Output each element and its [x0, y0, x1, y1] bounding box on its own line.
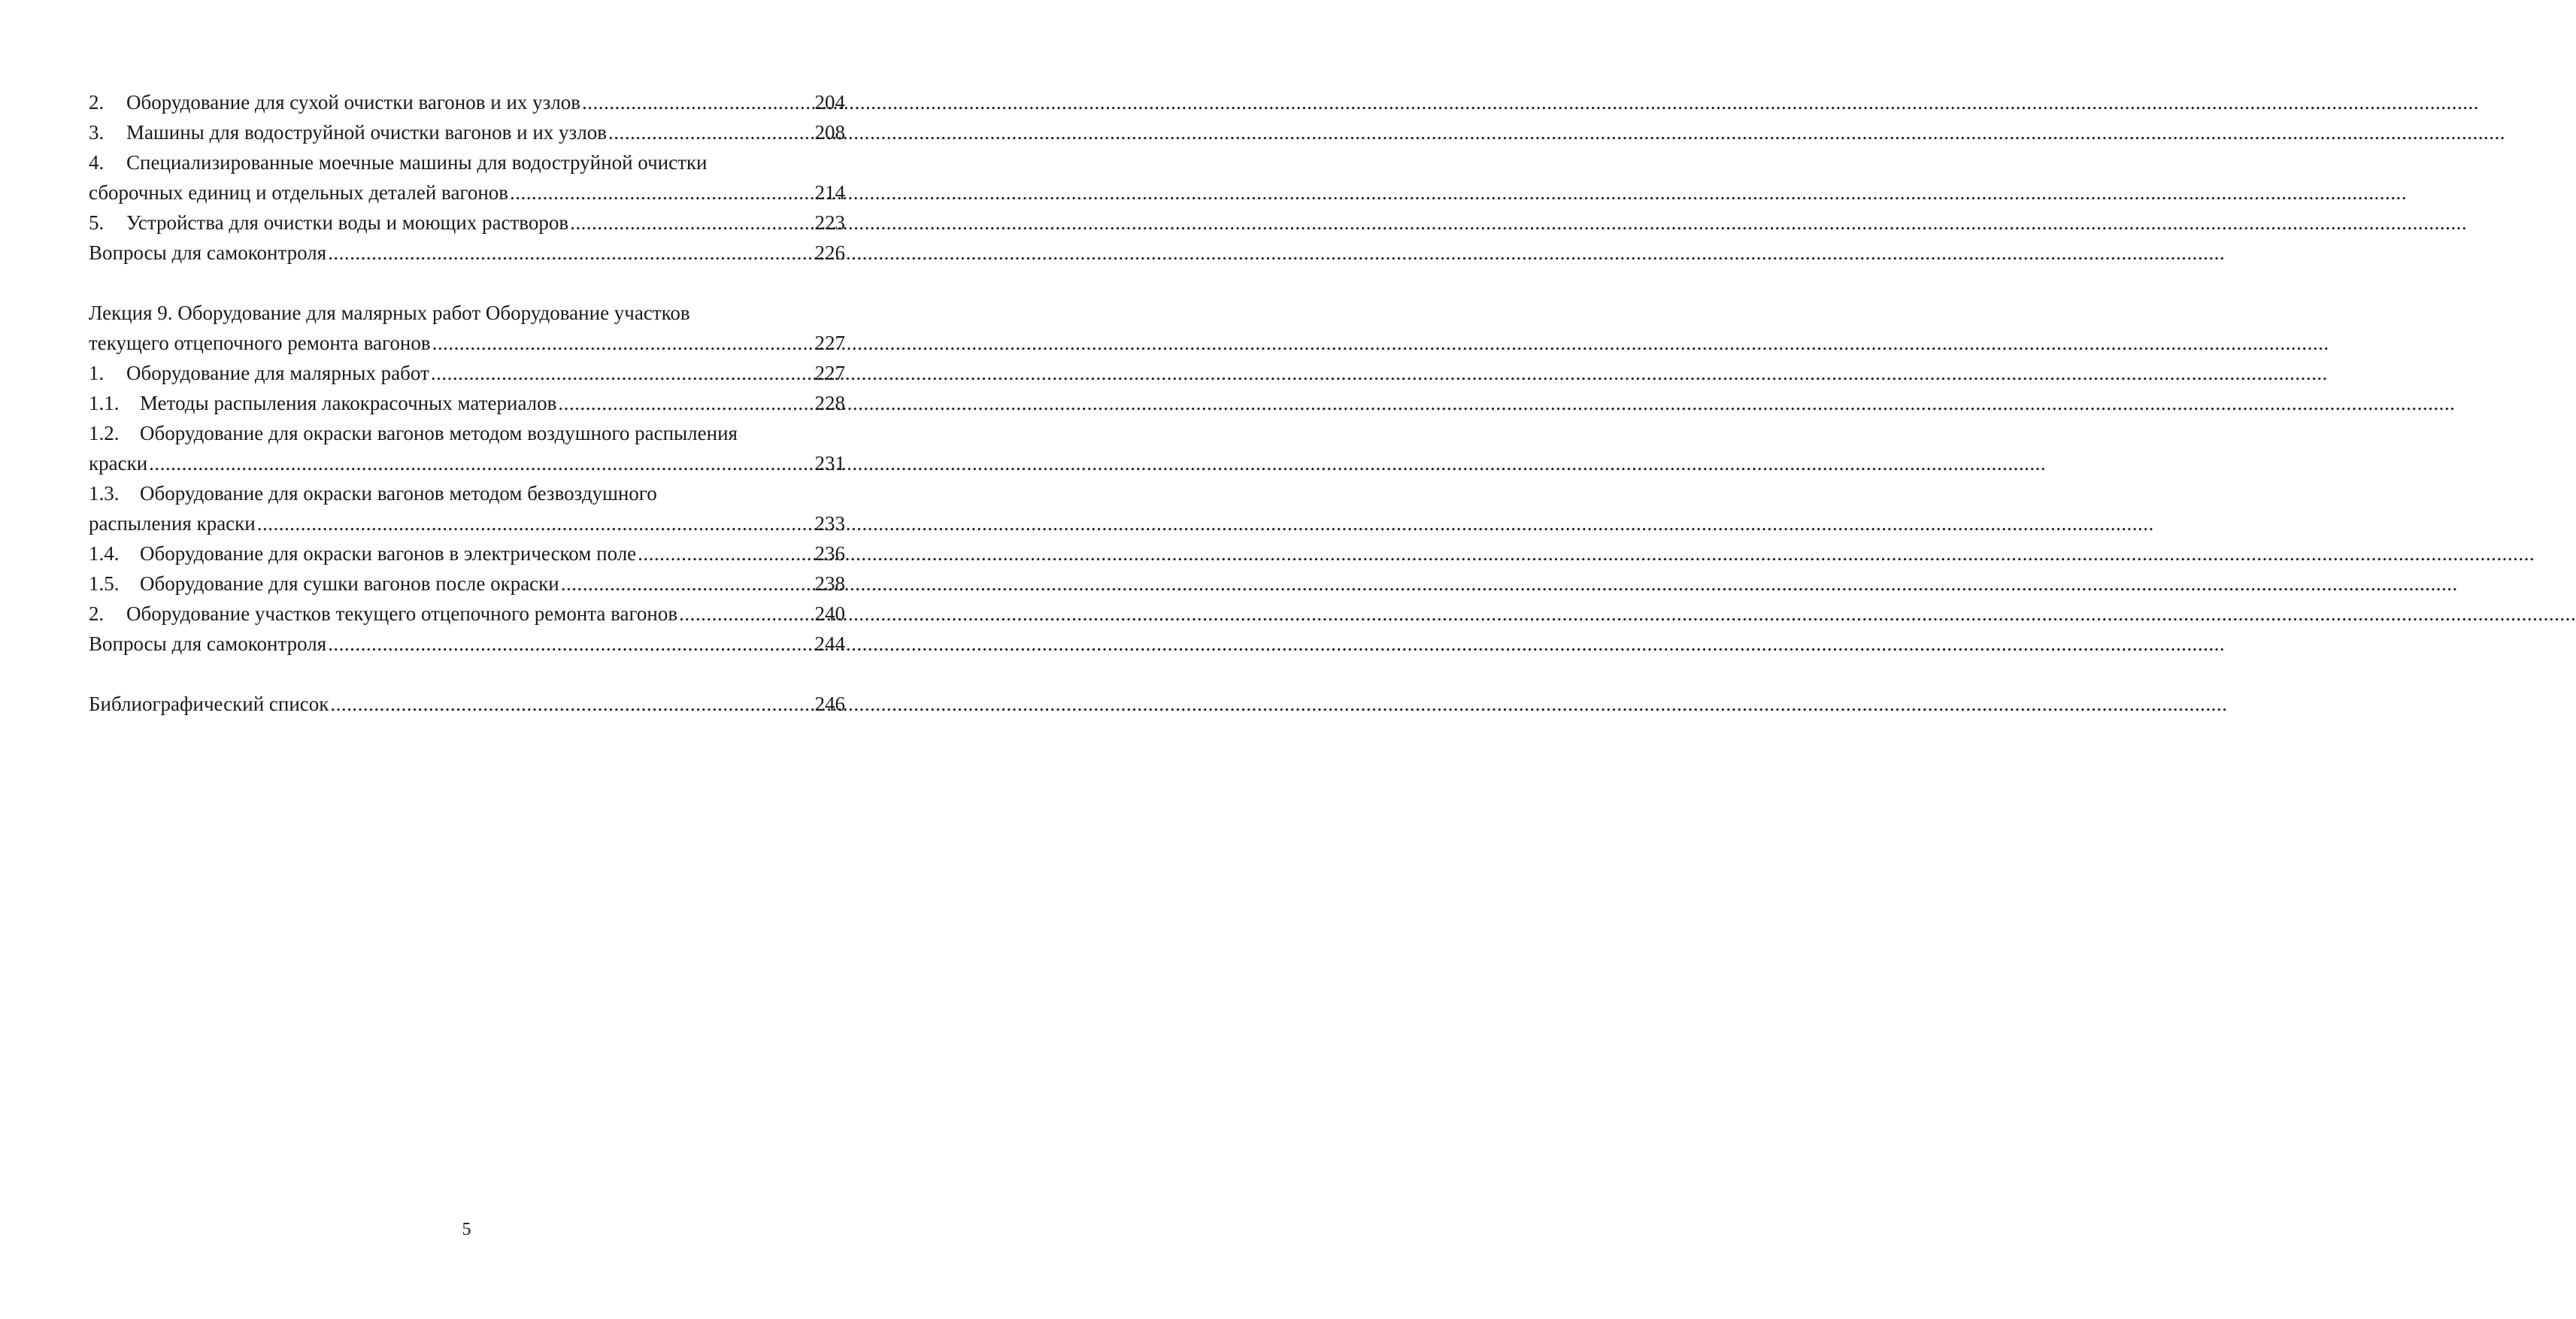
dot-leader — [432, 328, 814, 358]
toc-entry-page: 226 — [814, 241, 845, 264]
toc-entry[interactable] — [89, 358, 845, 388]
toc-entry-title: Методы распыления лакокрасочных материалов — [140, 392, 557, 414]
toc-entry-title: Вопросы для самоконтроля — [89, 241, 327, 264]
dot-leader — [608, 117, 814, 147]
toc-entry[interactable] — [89, 238, 845, 268]
dot-leader — [510, 177, 813, 208]
lecture-title-continued: текущего отцепочного ремонта вагонов — [89, 332, 431, 354]
toc-entry-number: 2. — [89, 602, 105, 625]
dot-leader — [328, 238, 813, 268]
toc-entry-page: 227 — [814, 332, 845, 354]
dot-leader — [328, 629, 813, 659]
toc-subentry[interactable] — [89, 538, 845, 569]
toc-subentry[interactable] — [89, 388, 845, 418]
dot-leader — [582, 87, 813, 117]
toc-entry-title: Библиографический список — [89, 693, 329, 715]
toc-entry-title: Специализированные моечные машины для водоструйной очистки — [126, 151, 708, 174]
toc-entry-page: 238 — [814, 572, 845, 595]
toc-entry-page: 244 — [814, 632, 845, 655]
toc-entry-page: 233 — [814, 512, 845, 535]
toc-entry-title: Машины для водоструйной очистки вагонов и их узлов — [126, 121, 607, 144]
toc-subentry[interactable] — [89, 418, 845, 448]
dot-leader — [570, 208, 813, 238]
toc-entry-number: 2. — [89, 91, 105, 114]
toc-entry-number: 1.3. — [89, 482, 120, 505]
toc-entry[interactable] — [89, 87, 845, 117]
toc-entry-title-continued: краски — [89, 452, 148, 475]
toc-entry-number: 5. — [89, 211, 105, 234]
toc-entry-number: 1.1. — [89, 392, 120, 414]
toc-entry-number: 3. — [89, 121, 105, 144]
toc-entry-title: Оборудование для малярных работ — [126, 362, 429, 384]
toc-lecture-heading[interactable] — [89, 298, 845, 328]
toc-subentry-continuation[interactable] — [89, 508, 845, 538]
toc-entry-page: 246 — [814, 693, 845, 715]
toc-subentry[interactable] — [89, 478, 845, 508]
dot-leader — [149, 448, 813, 478]
toc-lecture-heading-continuation[interactable] — [89, 328, 845, 358]
dot-leader — [431, 358, 814, 388]
toc-entry-title: Оборудование для сухой очистки вагонов и их узлов — [126, 91, 581, 114]
toc-entry-bibliography[interactable] — [89, 689, 845, 719]
toc-entry-title: Вопросы для самоконтроля — [89, 632, 327, 655]
toc-subentry-continuation[interactable] — [89, 448, 845, 478]
section-spacer — [89, 268, 845, 298]
dot-leader — [679, 599, 813, 629]
toc-entry-title: Оборудование для сушки вагонов после окраски — [140, 572, 559, 595]
toc-entry-title: Оборудование для окраски вагонов методом воздушного распыления — [140, 422, 738, 444]
toc-entry-page: 204 — [814, 91, 845, 114]
toc-entry-page: 231 — [814, 452, 845, 475]
toc-entry-page: 214 — [814, 181, 845, 204]
dot-leader — [257, 508, 814, 538]
toc-entry-title: Устройства для очистки воды и моющих растворов — [126, 211, 569, 234]
toc-entry-number: 1. — [89, 362, 105, 384]
table-of-contents — [89, 87, 845, 719]
toc-entry-title: Оборудование для окраски вагонов методом безвоздушного — [140, 482, 657, 505]
toc-entry-continuation[interactable] — [89, 177, 845, 208]
toc-entry[interactable] — [89, 117, 845, 147]
toc-entry[interactable] — [89, 629, 845, 659]
toc-entry-page: 240 — [814, 602, 845, 625]
toc-entry-number: 1.2. — [89, 422, 120, 444]
section-spacer — [89, 659, 845, 689]
toc-entry[interactable] — [89, 208, 845, 238]
toc-entry-page: 236 — [814, 542, 845, 565]
toc-entry-number: 1.4. — [89, 542, 120, 565]
dot-leader — [558, 388, 813, 418]
lecture-title: Лекция 9. Оборудование для малярных работ Оборудование участков — [89, 302, 690, 324]
toc-entry[interactable] — [89, 147, 845, 177]
toc-entry-title: Оборудование участков текущего отцепочного ремонта вагонов — [126, 602, 678, 625]
toc-entry-page: 223 — [814, 211, 845, 234]
toc-entry-page: 208 — [814, 121, 845, 144]
toc-entry-number: 4. — [89, 151, 105, 174]
dot-leader — [330, 689, 813, 719]
dot-leader — [638, 538, 813, 569]
page-number: 5 — [462, 1220, 471, 1239]
toc-subentry[interactable] — [89, 569, 845, 599]
toc-entry-title-continued: распыления краски — [89, 512, 256, 535]
toc-entry-title-continued: сборочных единиц и отдельных деталей вагонов — [89, 181, 509, 204]
toc-entry-number: 1.5. — [89, 572, 120, 595]
dot-leader — [561, 569, 814, 599]
toc-entry-page: 227 — [814, 362, 845, 384]
toc-entry[interactable] — [89, 599, 845, 629]
toc-entry-title: Оборудование для окраски вагонов в электрическом поле — [140, 542, 637, 565]
toc-entry-page: 228 — [814, 392, 845, 414]
